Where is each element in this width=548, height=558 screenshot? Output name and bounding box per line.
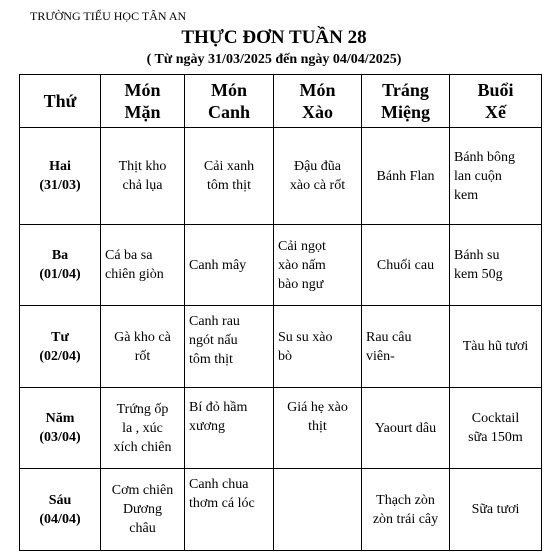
menu-cell: Cá ba sa chiên giòn: [101, 225, 185, 306]
menu-cell: Canh mây: [185, 225, 274, 306]
menu-title: THỰC ĐƠN TUẦN 28: [181, 27, 367, 48]
table-row: [20, 469, 542, 551]
menu-cell: Đậu đũa xào cà rốt: [274, 128, 362, 225]
menu-cell: Yaourt dâu: [362, 388, 450, 469]
menu-cell: Giá hẹ xào thịt: [274, 388, 362, 469]
menu-cell: Bí đỏ hầm xương: [185, 388, 274, 469]
menu-cell: [274, 469, 362, 551]
menu-cell: Trứng ốp la , xúc xích chiên: [101, 388, 185, 469]
menu-cell: Bánh Flan: [362, 128, 450, 225]
menu-cell: Bánh su kem 50g: [450, 225, 542, 306]
menu-cell: Canh rau ngót nấu tôm thịt: [185, 306, 274, 388]
column-header-dessert: Tráng Miệng: [362, 75, 450, 128]
menu-cell: Gà kho cà rốt: [101, 306, 185, 388]
menu-cell: Cải ngọt xào nấm bào ngư: [274, 225, 362, 306]
day-cell: Hai (31/03): [20, 128, 101, 225]
table-row: [20, 306, 542, 388]
menu-cell: Thịt kho chả lụa: [101, 128, 185, 225]
menu-cell: Bánh bông lan cuộn kem: [450, 128, 542, 225]
menu-cell: Sữa tươi: [450, 469, 542, 551]
day-cell: Tư (02/04): [20, 306, 101, 388]
table-row: [20, 128, 542, 225]
menu-cell: Cocktail sữa 150m: [450, 388, 542, 469]
column-header-day: Thứ: [20, 75, 101, 128]
day-cell: Năm (03/04): [20, 388, 101, 469]
header-row: [20, 75, 542, 128]
menu-cell: Thạch zòn zòn trái cây: [362, 469, 450, 551]
date-range: ( Từ ngày 31/03/2025 đến ngày 04/04/2025): [146, 52, 402, 67]
column-header-stir-fry: Món Xào: [274, 75, 362, 128]
table-row: [20, 225, 542, 306]
menu-cell: Canh chua thơm cá lóc: [185, 469, 274, 551]
column-header-main-dish: Món Mặn: [101, 75, 185, 128]
day-cell: Ba (01/04): [20, 225, 101, 306]
menu-cell: Su su xào bò: [274, 306, 362, 388]
menu-cell: Rau câu viên-: [362, 306, 450, 388]
column-header-afternoon-snack: Buổi Xế: [450, 75, 542, 128]
weekly-menu-table: [19, 74, 542, 551]
table-row: [20, 388, 542, 469]
menu-cell: Cải xanh tôm thịt: [185, 128, 274, 225]
menu-cell: Tàu hũ tươi: [450, 306, 542, 388]
menu-cell: Chuối cau: [362, 225, 450, 306]
day-cell: Sáu (04/04): [20, 469, 101, 551]
school-name: TRƯỜNG TIỂU HỌC TÂN AN: [30, 9, 187, 23]
menu-cell: Cơm chiên Dương châu: [101, 469, 185, 551]
column-header-soup: Món Canh: [185, 75, 274, 128]
